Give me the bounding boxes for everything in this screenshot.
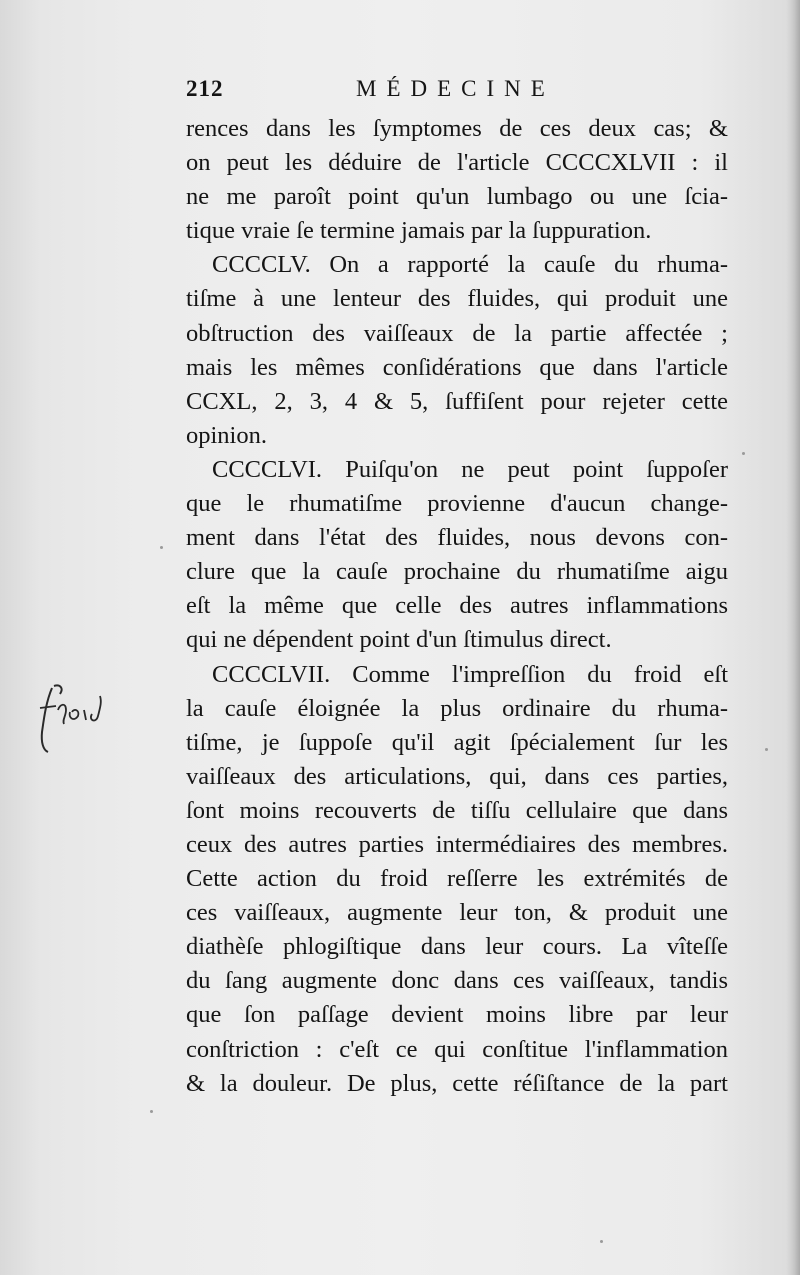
paragraph-start-ccccLVI: CCCCLVI. Puiſqu'on ne peut point ſuppoſer	[212, 455, 728, 483]
text-line: diathèſe phlogiſtique dans leur cours. La vîteſſe	[186, 933, 728, 961]
text-line: tique vraie ſe termine jamais par la ſuppuration.	[186, 217, 652, 245]
text-line: qui ne dépendent point d'un ſtimulus direct.	[186, 626, 612, 654]
paragraph-start-ccccLV: CCCCLV. On a rapporté la cauſe du rhuma-	[212, 251, 728, 279]
text-line: ces vaiſſeaux, augmente leur ton, & produit une	[186, 899, 728, 927]
paper-speck	[765, 748, 768, 751]
text-line: ment dans l'état des fluides, nous devons con-	[186, 524, 728, 552]
paper-speck	[150, 1110, 153, 1113]
text-line: ſont moins recouverts de tiſſu cellulaire que dans	[186, 796, 728, 824]
text-line: Cette action du froid reſſerre les extrémités de	[186, 865, 728, 893]
text-line: ceux des autres parties intermédiaires des membres.	[186, 830, 728, 858]
handwritten-margin-note	[34, 680, 124, 760]
text-line: & la douleur. De plus, cette réſiſtance de la part	[186, 1069, 728, 1097]
page-number: 212	[186, 76, 224, 101]
text-line: que le rhumatiſme provienne d'aucun change-	[186, 490, 728, 518]
text-line: CCXL, 2, 3, 4 & 5, ſuffiſent pour rejeter cette	[186, 387, 728, 415]
paper-speck	[600, 1240, 603, 1243]
text-line: eſt la même que celle des autres inflammations	[186, 592, 728, 620]
text-line: tiſme à une lenteur des fluides, qui produit une	[186, 285, 728, 313]
text-line: on peut les déduire de l'article CCCCXLVII : il	[186, 149, 728, 177]
running-title: MÉDECINE	[356, 76, 555, 101]
text-line: clure que la cauſe prochaine du rhumatiſme aigu	[186, 558, 728, 586]
running-head	[186, 76, 726, 110]
text-line: que ſon paſſage devient moins libre par leur	[186, 1001, 728, 1029]
body-text	[186, 112, 728, 1101]
paper-speck	[160, 546, 163, 549]
text-line: opinion.	[186, 421, 267, 449]
text-line: ne me paroît point qu'un lumbago ou une ſcia-	[186, 183, 728, 211]
text-line: mais les mêmes conſidérations que dans l'article	[186, 353, 728, 381]
text-line: la cauſe éloignée la plus ordinaire du rhuma-	[186, 694, 728, 722]
text-line: rences dans les ſymptomes de ces deux cas; &	[186, 115, 728, 142]
text-line: obſtruction des vaiſſeaux de la partie affectée ;	[186, 319, 728, 347]
text-line: vaiſſeaux des articulations, qui, dans ces parties,	[186, 762, 728, 790]
text-line: tiſme, je ſuppoſe qu'il agit ſpécialement ſur les	[186, 728, 728, 756]
paragraph-start-ccccLVII: CCCCLVII. Comme l'impreſſion du froid eſt	[212, 660, 728, 688]
handwritten-froid-icon	[34, 680, 124, 760]
paper-speck	[742, 452, 745, 455]
text-line: conſtriction : c'eſt ce qui conſtitue l'inflammation	[186, 1035, 728, 1063]
text-line: du ſang augmente donc dans ces vaiſſeaux, tandis	[186, 967, 728, 995]
page-edge-shadow	[786, 0, 800, 1275]
